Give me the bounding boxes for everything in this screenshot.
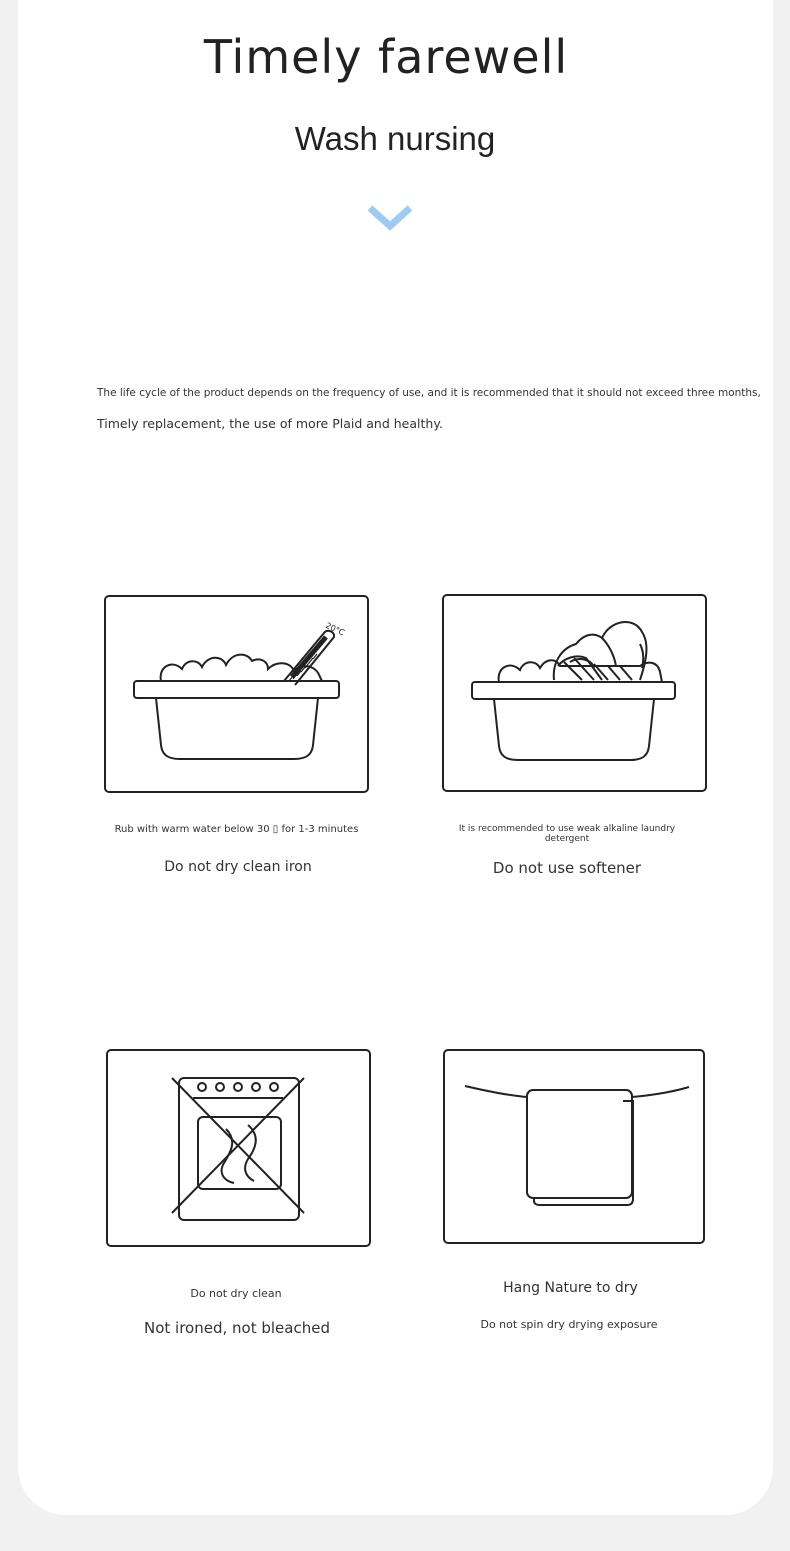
page-subtitle: Wash nursing: [294, 120, 496, 157]
care-1-caption-small: Rub with warm water below 30 ▯ for 1-3 minutes: [114, 824, 359, 835]
intro-text-line-2: Timely replacement, the use of more Plaid and healthy.: [97, 416, 443, 431]
care-1-caption-big: Do not dry clean iron: [164, 859, 312, 875]
temperature-label: 20°C: [324, 620, 346, 638]
care-2-caption-big: Do not use softener: [492, 859, 642, 877]
basin-thermometer-icon: [106, 597, 371, 795]
care-2-caption-small: It is recommended to use weak alkaline laundry detergent: [458, 824, 676, 844]
line-dry-icon: [445, 1051, 707, 1246]
care-4-caption-small: Do not spin dry drying exposure: [480, 1318, 658, 1331]
care-panel-line-dry: [443, 1049, 705, 1244]
page-title: Timely farewell: [203, 30, 569, 84]
care-3-caption-small: Do not dry clean: [190, 1287, 282, 1300]
no-machine-wash-icon: [108, 1051, 373, 1249]
chevron-down-icon: [366, 200, 414, 234]
basin-hand-wash-icon: [444, 596, 709, 794]
care-panel-hand-wash: [442, 594, 707, 792]
care-panel-no-machine-wash: [106, 1049, 371, 1247]
intro-text-line-1: The life cycle of the product depends on the frequency of use, and it is recommended that it should not exceed three months,: [97, 387, 761, 399]
care-4-caption-big: Hang Nature to dry: [503, 1280, 638, 1296]
care-panel-warm-wash: [104, 595, 369, 793]
care-3-caption-big: Not ironed, not bleached: [144, 1319, 330, 1337]
